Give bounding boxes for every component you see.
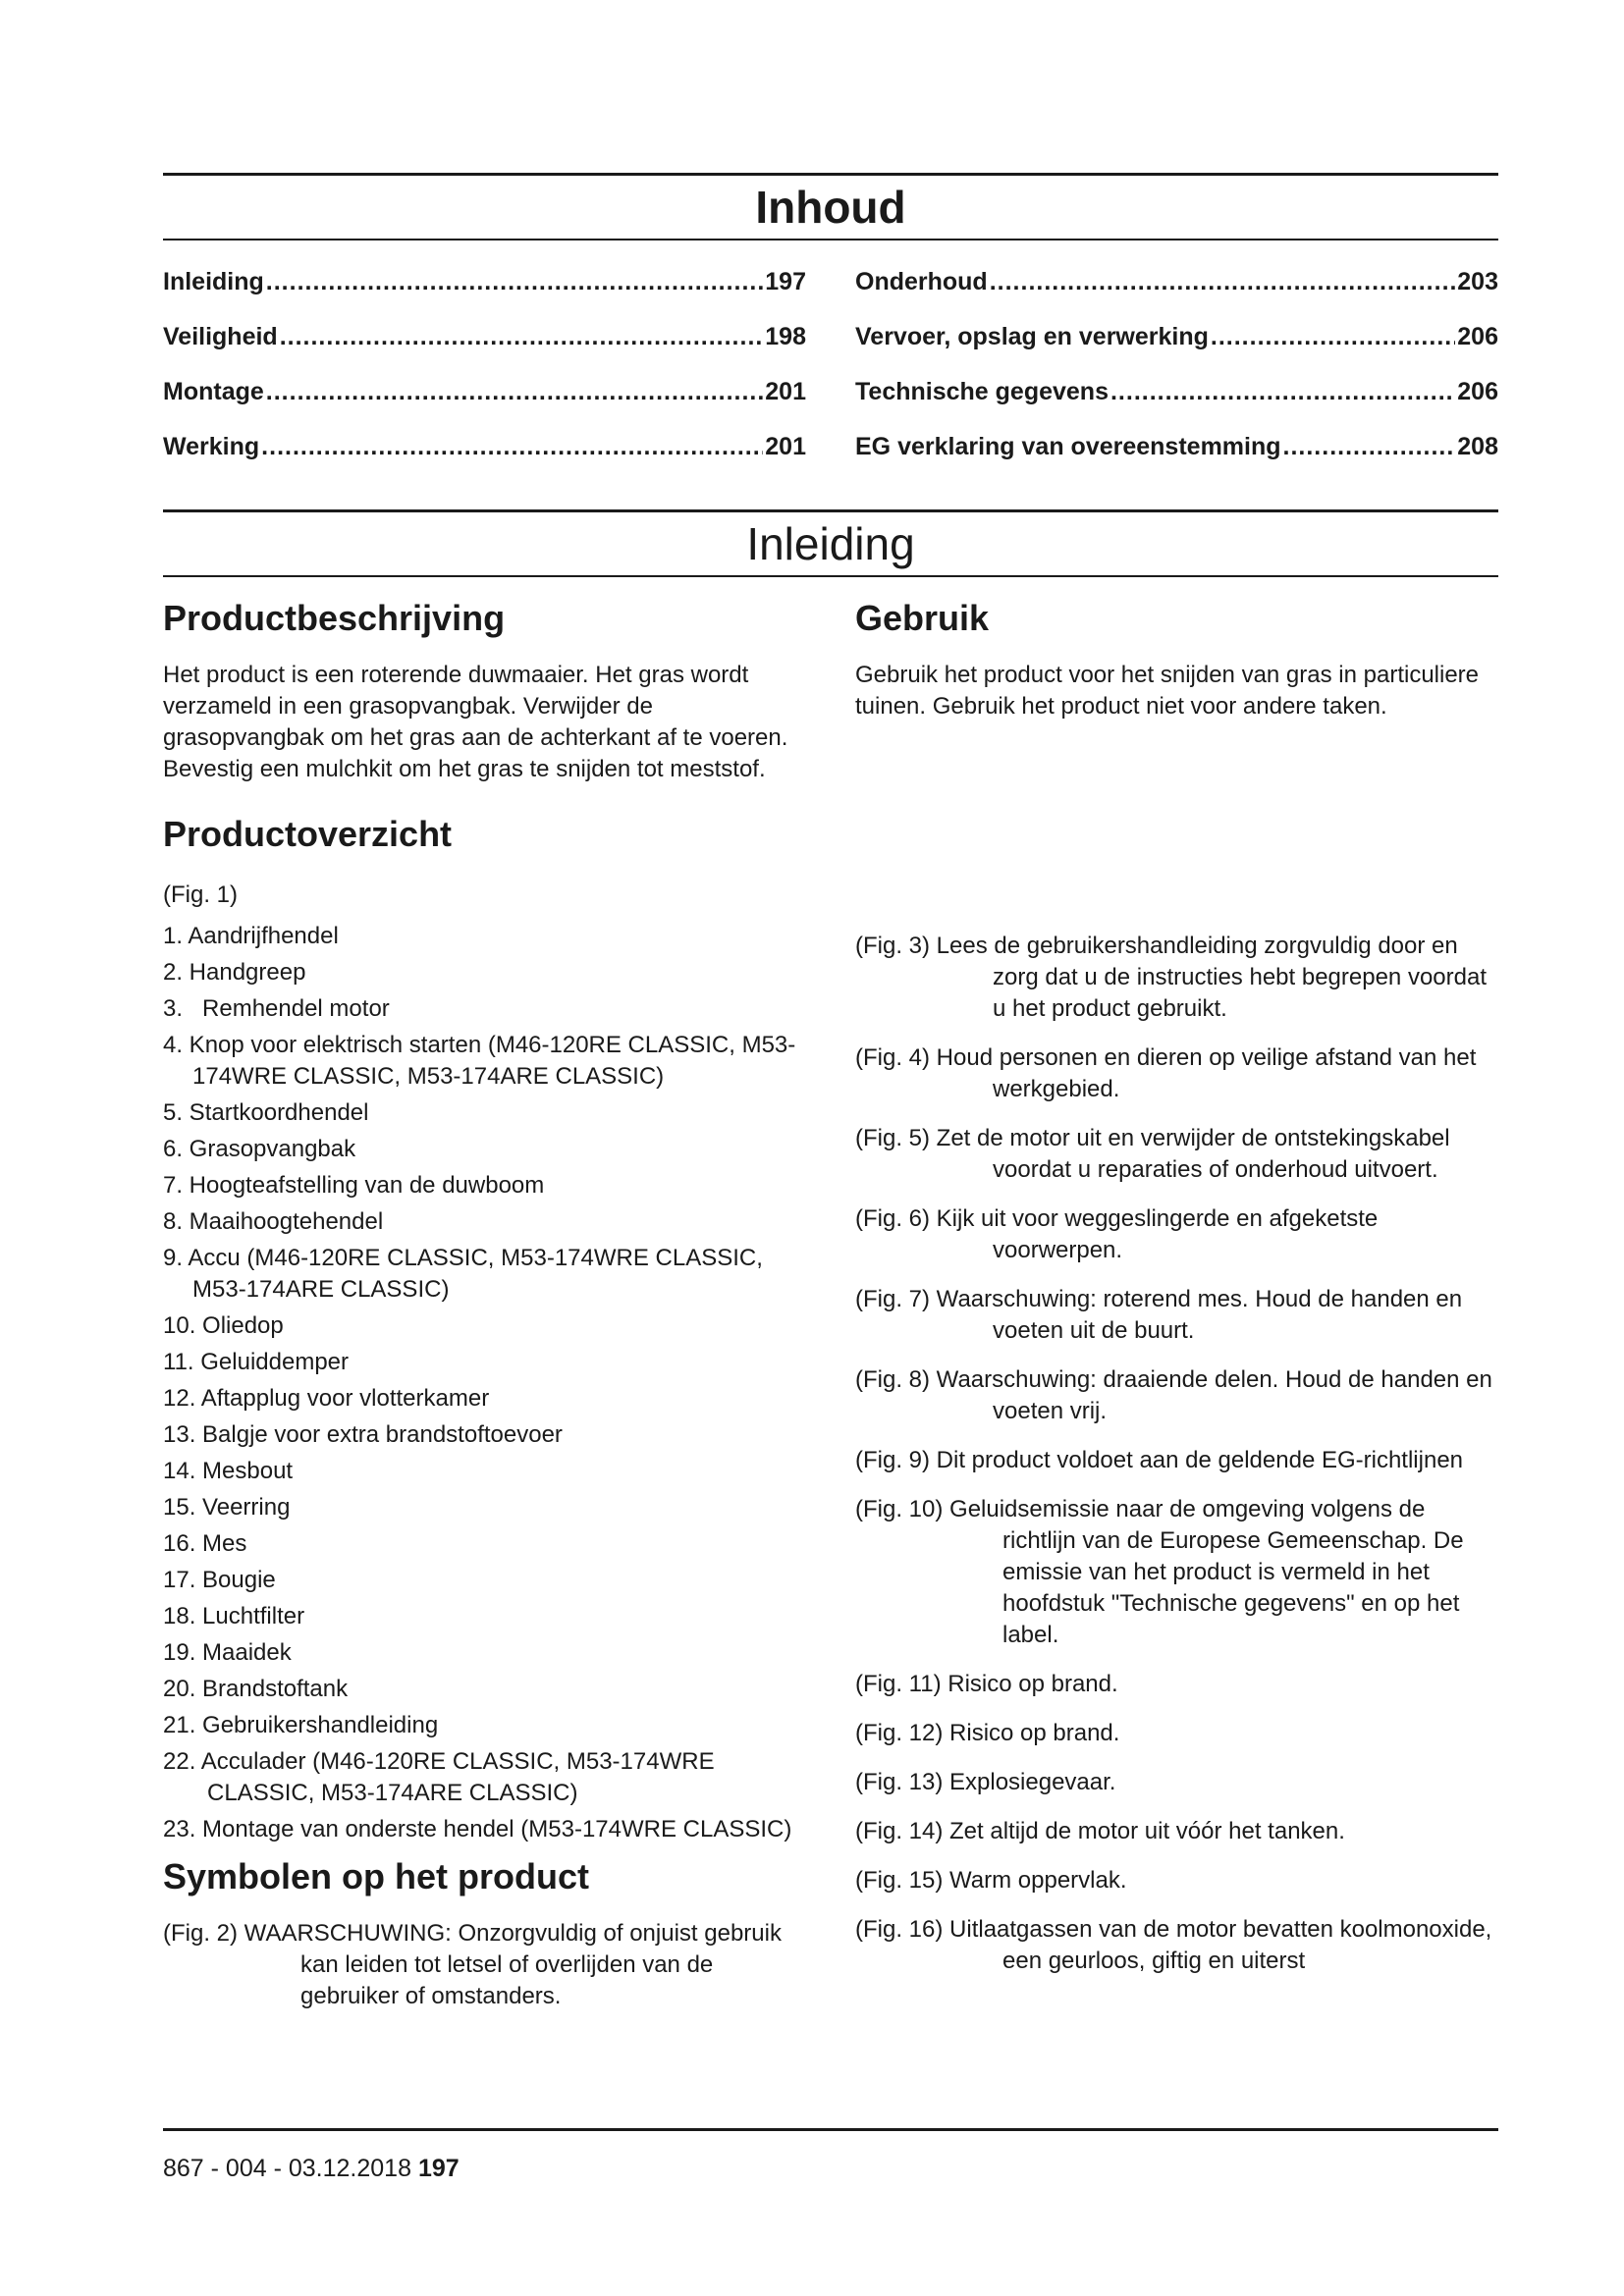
table-of-contents xyxy=(163,254,1498,474)
symbol-item: (Fig. 13) Explosiegevaar. xyxy=(855,1769,1116,1795)
symbol-item: (Fig. 8) Waarschuwing: draaiende delen. Houd de handen en voeten vrij. xyxy=(855,1366,1492,1424)
symbols-heading: Symbolen op het product xyxy=(163,1856,590,1896)
toc-entry-title: Vervoer, opslag en verwerking xyxy=(855,323,1209,350)
intro-title-rule xyxy=(163,575,1498,577)
symbol-item: (Fig. 6) Kijk uit voor weggeslingerde en afgeketste voorwerpen. xyxy=(855,1205,1379,1263)
symbol-item: (Fig. 10) Geluidsemissie naar de omgeving volgens de richtlijn van de Europese Gemeenschap. De emissie van het product is vermeld in het hoofdstuk "Technische gegevens" en op het label. xyxy=(855,1496,1464,1648)
symbol-item: (Fig. 16) Uitlaatgassen van de motor bevatten koolmonoxide, een geurloos, giftig en uiterst xyxy=(855,1916,1492,1974)
toc-top-rule xyxy=(163,173,1498,176)
toc-leader xyxy=(266,254,764,309)
product-description-text: Het product is een roterende duwmaaier. Het gras wordt verzameld in een grasopvangbak. Verwijder de grasopvangbak om het gras aan de achterkant af te voeren. Bevestig een mulchkit om het gras te snijden tot meststof. xyxy=(163,662,788,782)
toc-left-column xyxy=(163,254,806,474)
toc-leader xyxy=(990,254,1456,309)
toc-leader xyxy=(1283,419,1456,474)
toc-entry-inleiding[interactable] xyxy=(163,254,806,309)
symbol-item: (Fig. 15) Warm oppervlak. xyxy=(855,1867,1127,1894)
toc-leader xyxy=(280,309,764,364)
list-item: 4. Knop voor elektrisch starten (M46-120RE CLASSIC, M53-174WRE CLASSIC, M53-174ARE CLASSIC) xyxy=(163,1032,796,1090)
symbol-item: (Fig. 5) Zet de motor uit en verwijder de ontstekingskabel voordat u reparaties of onderhoud uitvoert. xyxy=(855,1125,1450,1183)
toc-entry-title: Technische gegevens xyxy=(855,378,1109,405)
toc-entry-page: 201 xyxy=(765,433,806,460)
list-item: 14. Mesbout xyxy=(163,1458,294,1484)
list-item: 9. Accu (M46-120RE CLASSIC, M53-174WRE CLASSIC, M53-174ARE CLASSIC) xyxy=(163,1245,763,1303)
right-column xyxy=(855,595,1498,2030)
list-item: 20. Brandstoftank xyxy=(163,1676,349,1702)
toc-title: Inhoud xyxy=(755,182,906,233)
toc-entry-montage[interactable] xyxy=(163,364,806,419)
use-text: Gebruik het product voor het snijden van gras in particuliere tuinen. Gebruik het product niet voor andere taken. xyxy=(855,662,1480,720)
toc-entry-werking[interactable] xyxy=(163,419,806,474)
toc-entry-title: Onderhoud xyxy=(855,268,988,295)
toc-entry-veiligheid[interactable] xyxy=(163,309,806,364)
symbol-item: (Fig. 7) Waarschuwing: roterend mes. Houd de handen en voeten uit de buurt. xyxy=(855,1286,1463,1344)
toc-entry-title: EG verklaring van overeenstemming xyxy=(855,433,1281,460)
symbol-item: (Fig. 11) Risico op brand. xyxy=(855,1671,1118,1697)
toc-entry-title: Montage xyxy=(163,378,264,405)
list-item: 15. Veerring xyxy=(163,1494,291,1521)
symbol-item: (Fig. 4) Houd personen en dieren op veilige afstand van het werkgebied. xyxy=(855,1044,1477,1102)
product-overview-list xyxy=(163,921,806,1845)
use-heading: Gebruik xyxy=(855,598,990,638)
list-item: 23. Montage van onderste hendel (M53-174WRE CLASSIC) xyxy=(163,1816,792,1842)
list-item: 8. Maaihoogtehendel xyxy=(163,1208,384,1235)
list-item: 17. Bougie xyxy=(163,1567,276,1593)
toc-entry-page: 201 xyxy=(765,378,806,405)
list-item: 13. Balgje voor extra brandstoftoevoer xyxy=(163,1421,563,1448)
toc-entry-page: 197 xyxy=(765,268,806,295)
toc-entry-vervoer[interactable] xyxy=(855,309,1498,364)
document-code: 867 - 004 - 03.12.2018 xyxy=(163,2155,411,2182)
symbol-item: (Fig. 14) Zet altijd de motor uit vóór het tanken. xyxy=(855,1818,1345,1844)
list-item: 6. Grasopvangbak xyxy=(163,1136,356,1162)
list-item: 3. Remhendel motor xyxy=(163,995,390,1022)
intro-title: Inleiding xyxy=(746,518,915,569)
toc-entry-eg-verklaring[interactable] xyxy=(855,419,1498,474)
list-item: 10. Oliedop xyxy=(163,1312,284,1339)
list-item: 1. Aandrijfhendel xyxy=(163,923,339,949)
list-item: 19. Maaidek xyxy=(163,1639,292,1666)
toc-entry-technische-gegevens[interactable] xyxy=(855,364,1498,419)
toc-entry-page: 206 xyxy=(1457,378,1498,405)
toc-entry-page: 208 xyxy=(1457,433,1498,460)
toc-title-rule xyxy=(163,239,1498,240)
list-item: 12. Aftapplug voor vlotterkamer xyxy=(163,1385,490,1412)
toc-leader xyxy=(266,364,764,419)
toc-right-column xyxy=(855,254,1498,474)
intro-columns xyxy=(163,595,1498,2030)
list-item: 22. Acculader (M46-120RE CLASSIC, M53-174WRE CLASSIC, M53-174ARE CLASSIC) xyxy=(163,1748,715,1806)
footer-rule xyxy=(163,2128,1498,2131)
page-number: 197 xyxy=(417,2155,460,2182)
symbol-item: (Fig. 3) Lees de gebruikershandleiding zorgvuldig door en zorg dat u de instructies hebt begrepen voordat u het product gebruikt. xyxy=(855,933,1487,1022)
product-overview-heading: Productoverzicht xyxy=(163,814,453,854)
toc-leader xyxy=(1211,309,1455,364)
toc-entry-onderhoud[interactable] xyxy=(855,254,1498,309)
list-item: 2. Handgreep xyxy=(163,959,306,986)
page-footer xyxy=(163,2155,460,2183)
toc-entry-page: 198 xyxy=(765,323,806,350)
list-item: 16. Mes xyxy=(163,1530,247,1557)
list-item: 21. Gebruikershandleiding xyxy=(163,1712,439,1738)
toc-leader xyxy=(261,419,763,474)
list-item: 5. Startkoordhendel xyxy=(163,1099,369,1126)
toc-entry-title: Werking xyxy=(163,433,260,460)
left-column xyxy=(163,595,806,2030)
intro-top-rule xyxy=(163,509,1498,512)
list-item: 7. Hoogteafstelling van de duwboom xyxy=(163,1172,545,1199)
page-content xyxy=(163,173,1498,2030)
symbol-item: (Fig. 12) Risico op brand. xyxy=(855,1720,1120,1746)
toc-entry-title: Veiligheid xyxy=(163,323,278,350)
list-item: 11. Geluiddemper xyxy=(163,1349,349,1375)
toc-leader xyxy=(1110,364,1455,419)
symbol-item: (Fig. 2) WAARSCHUWING: Onzorgvuldig of onjuist gebruik kan leiden tot letsel of overlijden van de gebruiker of omstanders. xyxy=(163,1920,782,2009)
product-overview-fig-ref: (Fig. 1) xyxy=(163,881,239,908)
list-item: 18. Luchtfilter xyxy=(163,1603,305,1629)
product-description-heading: Productbeschrijving xyxy=(163,598,506,638)
toc-entry-page: 203 xyxy=(1457,268,1498,295)
toc-entry-title: Inleiding xyxy=(163,268,264,295)
symbol-item: (Fig. 9) Dit product voldoet aan de geldende EG-richtlijnen xyxy=(855,1447,1464,1473)
toc-entry-page: 206 xyxy=(1457,323,1498,350)
